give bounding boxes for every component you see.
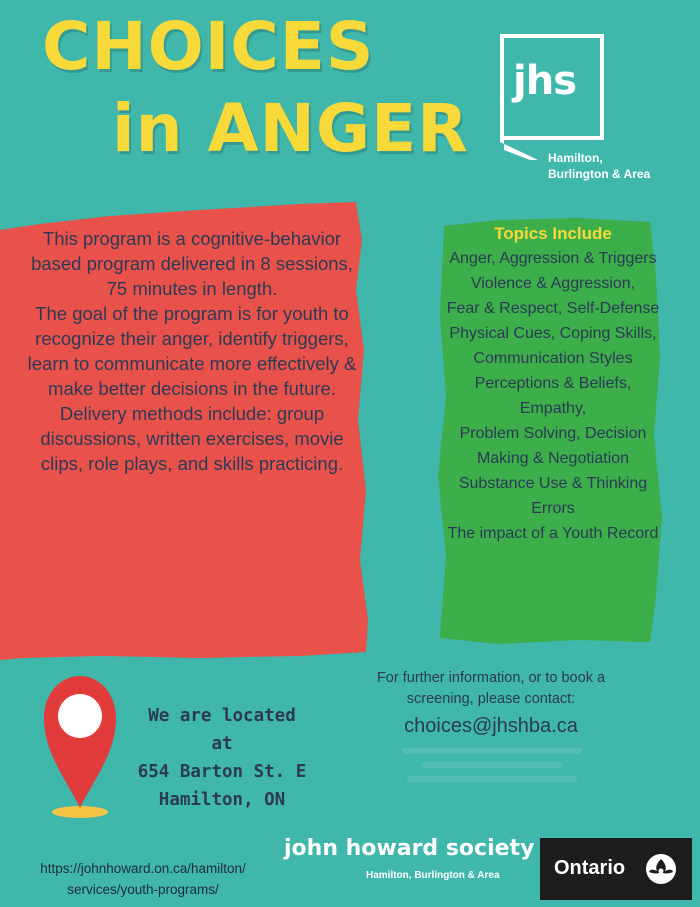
topic-item: Communication Styles <box>473 350 633 367</box>
location-pin-icon <box>40 672 120 822</box>
website-link[interactable] <box>18 858 268 900</box>
trillium-icon <box>644 852 678 886</box>
description-paragraph-3: Delivery methods include: group discussions, written exercises, movie clips, role plays, and skills practicing. <box>40 403 344 474</box>
location-line-1: We are located <box>148 706 296 726</box>
jhs-logo-text: jhs <box>513 58 576 104</box>
location-line-4: Hamilton, ON <box>158 790 286 810</box>
website-line-1: https://johnhoward.on.ca/hamilton/ <box>40 861 246 876</box>
location-address <box>124 702 320 814</box>
footer-org-name: john howard society <box>284 836 535 861</box>
location-line-3: 654 Barton St. E <box>137 762 307 782</box>
description-paragraph-1: This program is a cognitive-behavior based program delivered in 8 sessions, 75 minutes in length. <box>31 228 353 299</box>
topic-item: Anger, Aggression & Triggers <box>449 250 657 267</box>
jhs-logo-subtitle <box>548 150 650 182</box>
location-line-2: at <box>211 734 233 754</box>
topics-heading: Topics Include <box>494 224 612 243</box>
topic-item: Physical Cues, Coping Skills, <box>449 325 657 342</box>
jhs-logo-sub-line-2: Burlington & Area <box>548 167 651 181</box>
ontario-logo-box <box>540 838 692 900</box>
jhs-logo-sub-line-1: Hamilton, <box>548 151 603 165</box>
program-description <box>24 226 360 476</box>
title-line-2: in ANGER <box>112 90 469 167</box>
contact-email-link[interactable]: choices@jhshba.ca <box>404 715 578 737</box>
topic-item: The impact of a Youth Record <box>447 525 659 542</box>
footer-org-area: Hamilton, Burlington & Area <box>366 870 500 881</box>
topic-item: Perceptions & Beliefs, <box>474 375 632 392</box>
faded-text-block <box>392 740 592 790</box>
contact-intro: For further information, or to book a screening, please contact: <box>376 670 606 707</box>
title-line-1: CHOICES <box>42 8 375 85</box>
ontario-label: Ontario <box>554 857 626 879</box>
description-paragraph-2: The goal of the program is for youth to recognize their anger, identify triggers, learn to communicate more effectively & make better decisions in the future. <box>27 303 357 399</box>
contact-info <box>358 668 624 737</box>
jhs-logo-speech-tail <box>500 134 540 164</box>
website-line-2: services/youth-programs/ <box>67 882 219 897</box>
topic-item: Fear & Respect, Self-Defense <box>446 300 660 317</box>
topic-item: Violence & Aggression, <box>470 275 636 292</box>
topics-list <box>444 221 662 546</box>
topic-item: Empathy, <box>519 400 587 417</box>
topic-item: Problem Solving, Decision Making & Negotiation <box>459 425 647 467</box>
topic-item: Substance Use & Thinking Errors <box>458 475 648 517</box>
